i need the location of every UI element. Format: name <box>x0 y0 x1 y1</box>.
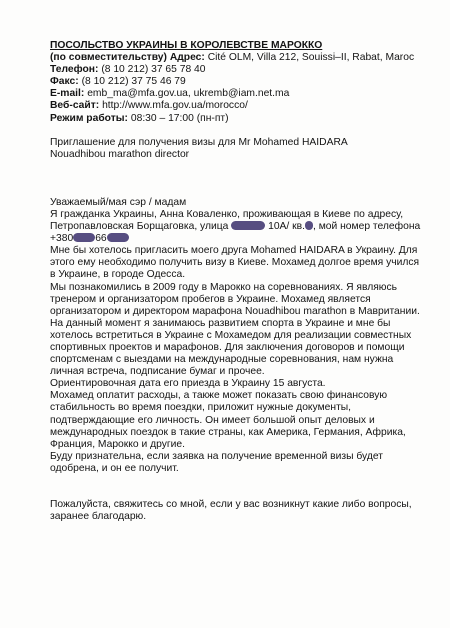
phone-value: (8 10 212) 37 65 78 40 <box>98 64 206 76</box>
embassy-phone <box>50 64 422 76</box>
letter-body <box>50 197 422 475</box>
phone-label: Телефон: <box>50 64 99 76</box>
email-value: emb_ma@mfa.gov.ua, ukremb@iam.net.ma <box>84 88 290 100</box>
web-label: Веб-сайт: <box>50 100 100 112</box>
embassy-header <box>50 40 422 125</box>
paragraph-3: Мы познакомились в 2009 году в Марокко на соревнованиях. Я являюсь тренером и организатором пробегов в Украине. Мохамед является организатором и директором марафона Nouadhibou marathon в Мавритании. <box>50 281 420 317</box>
hours-label: Режим работы: <box>50 112 128 124</box>
greeting: Уважаемый/мая сэр / мадам <box>50 196 187 208</box>
paragraph-4: На данный момент я занимаюсь развитием спорта в Украине и мне бы хотелось встретиться в Украине с Мохамедом для реализации совместных спортивных проектов и марафонов. Для заключения договоров и помощи спортсменам с выездами на международные соревнования, нам нужна личная встреча, подписание бумаг и прочее. <box>50 317 412 378</box>
invitation-line-1: Приглашение для получения визы для Mr Mohamed HAIDARA <box>50 136 348 148</box>
paragraph-intro: Я гражданка Украины, Анна Коваленко, проживающая в Киеве по адресу, Петропавловская Борщаговка, улица 10А/ кв. , мой номер телефона +380 66 <box>50 208 421 245</box>
hours-value: 08:30 – 17:00 (пн-пт) <box>128 112 229 124</box>
paragraph-2: Мне бы хотелось пригласить моего друга Mohamed HAIDARA в Украину. Для этого ему необходимо получить визу в Киеве. Мохамед долгое время учился в Украине, в городе Одесса. <box>50 245 420 281</box>
embassy-hours <box>50 113 422 125</box>
embassy-web <box>50 100 422 112</box>
embassy-title: ПОСОЛЬСТВО УКРАИНЫ В КОРОЛЕВСТВЕ МАРОККО <box>50 40 323 51</box>
paragraph-5: Ориентировочная дата его приезда в Украину 15 августа. <box>50 378 326 390</box>
letter-content <box>50 40 422 523</box>
redaction-mark <box>231 221 265 230</box>
invitation-line-2: Nouadhibou marathon director <box>50 148 190 160</box>
fax-label: Факс: <box>50 76 79 88</box>
web-value: http://www.mfa.gov.ua/morocco/ <box>99 100 248 112</box>
paragraph-6: Мохамед оплатит расходы, а также может показать свою финансовую стабильность во время поездки, приложит нужные документы, подтверждающие его личность. Он имеет большой опыт деловых и международных поездок в такие страны, как Америка, Германия, Африка, Франция, Марокко и другие. <box>50 390 406 450</box>
invitation-subject <box>50 137 422 161</box>
address-value: Cité OLM, Villa 212, Souissi–II, Rabat, Maroc <box>204 52 415 64</box>
embassy-email <box>50 88 422 100</box>
email-label: E-mail: <box>50 88 85 100</box>
paragraph-7: Буду признательна, если заявка на получение временной визы будет одобрена, и он ее получит. <box>50 450 383 474</box>
address-label: (по совместительству) Адрес: <box>50 52 205 64</box>
closing: Пожалуйста, свяжитесь со мной, если у вас возникнут какие либо вопросы, заранее благодарю. <box>50 499 412 523</box>
redaction-mark <box>107 233 129 242</box>
embassy-address <box>50 52 422 64</box>
fax-value: (8 10 212) 37 75 46 79 <box>78 76 186 88</box>
redaction-mark <box>73 233 95 242</box>
redaction-mark <box>305 221 313 230</box>
embassy-fax <box>50 76 422 88</box>
